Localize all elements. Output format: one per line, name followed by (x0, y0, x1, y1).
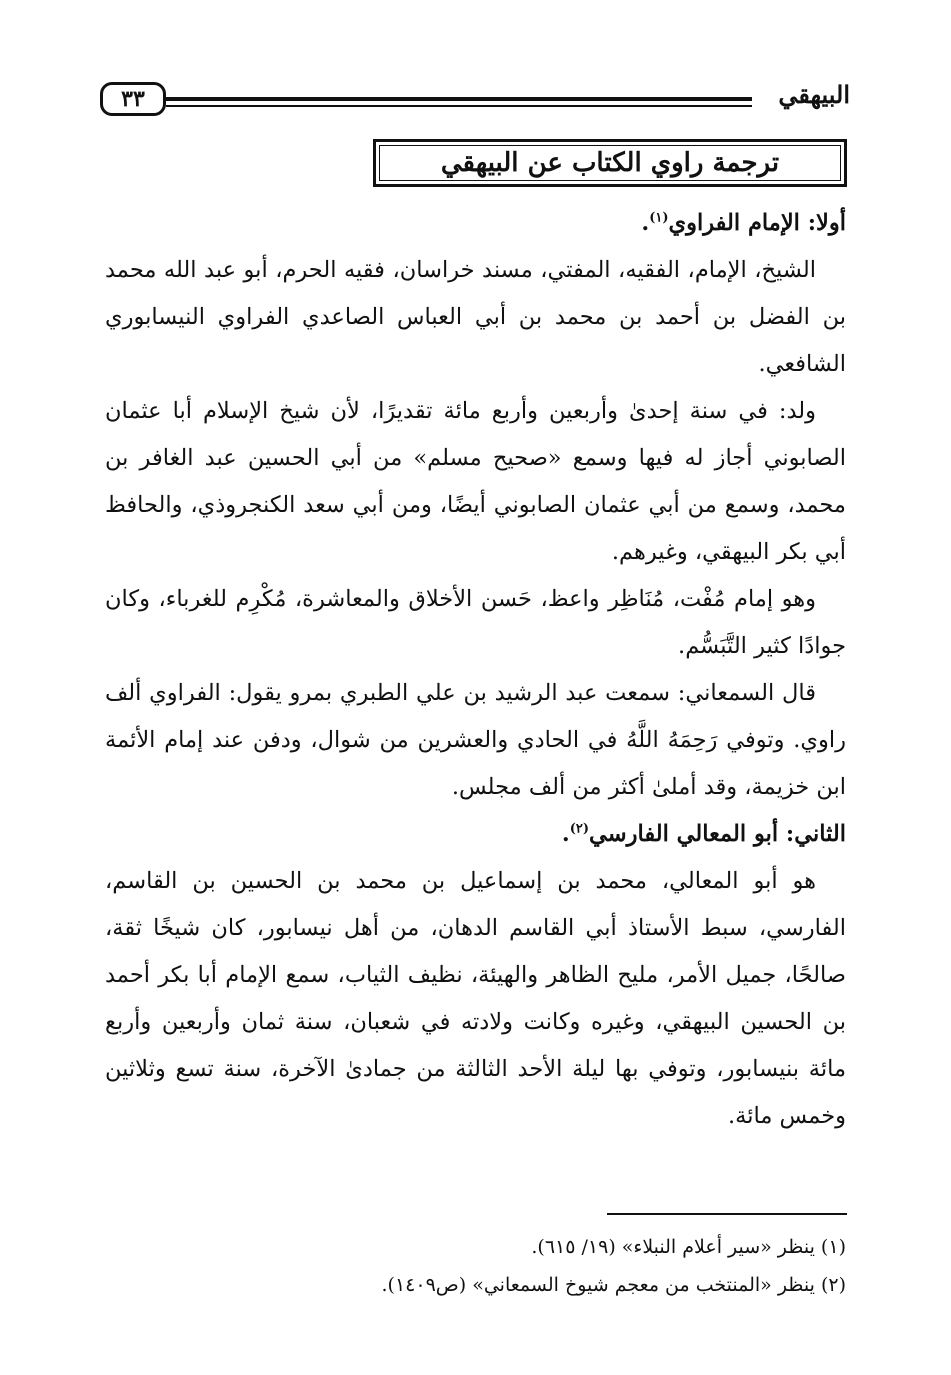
subheading-2 (105, 811, 846, 858)
subheading-text: الثاني: أبو المعالي الفارسي (589, 821, 846, 847)
subheading-end: . (641, 210, 650, 236)
footnote-separator (607, 1213, 847, 1215)
subheading-1 (105, 200, 846, 247)
body-text (105, 200, 846, 1140)
paragraph: قال السمعاني: سمعت عبد الرشيد بن علي الطبري بمرو يقول: الفراوي ألف راوي. وتوفي رَحِمَهُ اللَّهُ في الحادي والعشرين من شوال، ودفن عند إمام الأئمة ابن خزيمة، وقد أملىٰ أكثر من ألف مجلس. (105, 680, 846, 800)
footnote: (١) ينظر «سير أعلام النبلاء» (١٩/ ٦١٥). (531, 1236, 846, 1258)
footnote: (٢) ينظر «المنتخب من معجم شيوخ السمعاني» (ص١٤٠٩). (381, 1274, 846, 1296)
footnote-ref: (١) (649, 210, 669, 226)
running-head-title: البيهقي (778, 80, 850, 109)
paragraph: ولد: في سنة إحدىٰ وأربعين وأربع مائة تقديرًا، لأن شيخ الإسلام أبا عثمان الصابوني أجاز له فيها وسمع «صحيح مسلم» من أبي الحسين عبد الغافر بن محمد، وسمع من أبي عثمان الصابوني أيضًا، ومن أبي سعد الكنجروذي، والحافظ أبي بكر البيهقي، وغيرهم. (105, 398, 846, 565)
footnotes (105, 1228, 846, 1304)
subheading-end: . (561, 821, 570, 847)
subheading-text: أولا: الإمام الفراوي (668, 210, 846, 236)
section-title: ترجمة راوي الكتاب عن البيهقي (379, 145, 841, 181)
paragraph: الشيخ، الإمام، الفقيه، المفتي، مسند خراسان، فقيه الحرم، أبو عبد الله محمد بن الفضل بن أحمد بن محمد بن أبي العباس الصاعدي الفراوي النيسابوري الشافعي. (105, 257, 846, 377)
header-rule-thin (166, 105, 752, 107)
paragraph: هو أبو المعالي، محمد بن إسماعيل بن محمد بن الحسين بن القاسم، الفارسي، سبط الأستاذ أبي القاسم الدهان، من أهل نيسابور، كان شيخًا ثقة، صالحًا، جميل الأمر، مليح الظاهر والهيئة، نظيف الثياب، سمع الإمام أبا بكر أحمد بن الحسين البيهقي، وغيره وكانت ولادته في شعبان، سنة ثمان وأربعين وأربع مائة بنيسابور، وتوفي بها ليلة الأحد الثالثة من جمادىٰ الآخرة، سنة تسع وثلاثين وخمس مائة. (105, 868, 846, 1129)
header-rule-thick (166, 97, 752, 101)
page-number: ٣٣ (100, 82, 166, 116)
section-title-frame (373, 139, 847, 187)
footnote-ref: (٢) (569, 821, 590, 837)
paragraph: وهو إمام مُفْت، مُنَاظِر واعظ، حَسن الأخلاق والمعاشرة، مُكْرِم للغرباء، وكان جوادًا كثير التَّبَسُّم. (105, 586, 846, 659)
page-header (100, 80, 850, 122)
